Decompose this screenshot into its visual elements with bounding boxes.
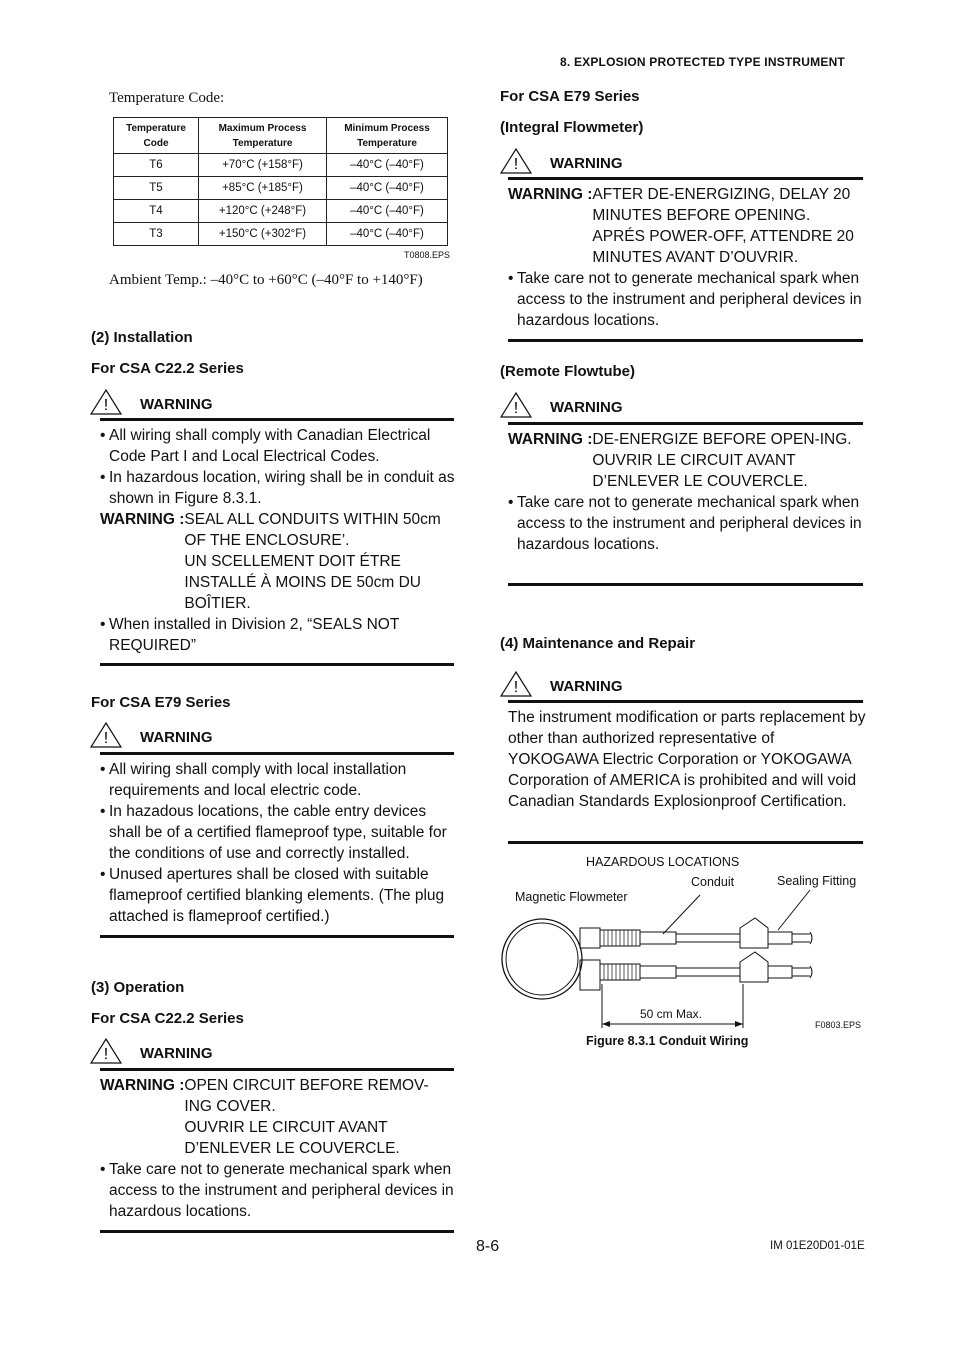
warning-label: WARNING xyxy=(550,678,623,695)
warning-label: WARNING xyxy=(550,155,623,172)
warning-body xyxy=(100,759,456,927)
maintenance-text: The instrument modification or parts replacement by other than authorized representative of YOKOGAWA Electric Corporation or YOKOGAWA Corporation of AMERICA is prohibited and will void Canadian Standards Explosionproof Certification. xyxy=(508,709,866,810)
table-row xyxy=(114,200,448,223)
divider xyxy=(100,935,454,938)
warning-key: WARNING : xyxy=(508,431,593,448)
svg-text:!: ! xyxy=(513,156,519,173)
temperature-code-table xyxy=(113,117,448,246)
divider xyxy=(508,700,863,703)
warning-label: WARNING xyxy=(140,1045,213,1062)
table-cell: +70°C (+158°F) xyxy=(199,154,327,177)
c22-operation-heading: For CSA C22.2 Series xyxy=(91,1010,244,1027)
col-header: Minimum Process Temperature xyxy=(327,118,448,154)
list-item: • Unused apertures shall be closed with suitable flameproof certified blanking elements. (The plug attached is flameproof certified.) xyxy=(100,864,456,927)
hazardous-locations-label: HAZARDOUS LOCATIONS xyxy=(586,855,740,869)
table-cell: T3 xyxy=(114,223,199,246)
divider xyxy=(508,339,863,342)
table-row xyxy=(114,154,448,177)
divider xyxy=(100,1068,454,1071)
operation-heading: (3) Operation xyxy=(91,979,185,996)
table-cell: +85°C (+185°F) xyxy=(199,177,327,200)
warning-key: WARNING : xyxy=(100,1077,185,1094)
table-cell: T6 xyxy=(114,154,199,177)
table-row xyxy=(114,177,448,200)
conduit-label: Conduit xyxy=(691,875,735,889)
col-header: Maximum Process Temperature xyxy=(199,118,327,154)
list-item: • When installed in Division 2, “SEALS NOT REQUIRED” xyxy=(100,614,456,656)
table-cell: +120°C (+248°F) xyxy=(199,200,327,223)
integral-flowmeter-heading: (Integral Flowmeter) xyxy=(500,119,644,136)
list-item: • In hazardous location, wiring shall be in conduit as shown in Figure 8.3.1. xyxy=(100,467,456,509)
table-cell: –40°C (–40°F) xyxy=(327,177,448,200)
svg-text:!: ! xyxy=(103,730,109,747)
page-number: 8-6 xyxy=(476,1238,500,1255)
svg-text:!: ! xyxy=(103,397,109,414)
warning-body xyxy=(100,1075,456,1222)
warning-line: OUVRIR LE CIRCUIT AVANT D’ENLEVER LE COUVERCLE. xyxy=(184,1119,400,1157)
warning-body xyxy=(508,184,864,331)
warning-triangle-icon xyxy=(500,392,532,418)
warning-label: WARNING xyxy=(140,396,213,413)
table-cell: –40°C (–40°F) xyxy=(327,200,448,223)
warning-key: WARNING : xyxy=(508,186,593,203)
warning-line: OUVRIR LE CIRCUIT AVANT D’ENLEVER LE COUVERCLE. xyxy=(592,452,808,490)
ambient-temperature: Ambient Temp.: –40°C to +60°C (–40°F to +140°F) xyxy=(109,272,423,288)
e79-install-heading: For CSA E79 Series xyxy=(91,694,231,711)
list-item: • Take care not to generate mechanical spark when access to the instrument and peripheral devices in hazardous locations. xyxy=(508,268,864,331)
warning-triangle-icon xyxy=(90,389,122,415)
warning-header xyxy=(90,1038,213,1064)
maintenance-heading: (4) Maintenance and Repair xyxy=(500,635,696,652)
warning-line: AFTER DE-ENERGIZING, DELAY 20 MINUTES BEFORE OPENING. xyxy=(592,186,851,224)
document-id: IM 01E20D01-01E xyxy=(770,1240,865,1252)
installation-heading: (2) Installation xyxy=(91,329,193,346)
warning-triangle-icon xyxy=(500,671,532,697)
list-item: • All wiring shall comply with Canadian Electrical Code Part I and Local Electrical Codes. xyxy=(100,425,456,467)
figure-reference: F0803.EPS xyxy=(815,1020,862,1030)
distance-label: 50 cm Max. xyxy=(640,1007,703,1021)
list-item: • Take care not to generate mechanical spark when access to the instrument and peripheral devices in hazardous locations. xyxy=(100,1159,456,1222)
warning-label: WARNING xyxy=(140,729,213,746)
sealing-fitting-label: Sealing Fitting xyxy=(777,874,857,888)
table-cell: +150°C (+302°F) xyxy=(199,223,327,246)
divider xyxy=(100,663,454,666)
warning-body xyxy=(100,425,456,656)
c22-install-heading: For CSA C22.2 Series xyxy=(91,360,244,377)
warning-triangle-icon xyxy=(90,1038,122,1064)
table-cell: –40°C (–40°F) xyxy=(327,223,448,246)
running-header: 8. EXPLOSION PROTECTED TYPE INSTRUMENT xyxy=(560,55,845,69)
warning-statement xyxy=(100,1075,456,1159)
warning-line: DE-ENERGIZE BEFORE OPEN-ING. xyxy=(592,431,852,448)
warning-line: UN SCELLEMENT DOIT ÉTRE INSTALLÉ À MOINS DE 50cm DU BOÎTIER. xyxy=(184,553,421,612)
table-row xyxy=(114,223,448,246)
warning-label: WARNING xyxy=(550,399,623,416)
list-item: • Take care not to generate mechanical spark when access to the instrument and peripheral devices in hazardous locations. xyxy=(508,492,864,555)
warning-header xyxy=(90,389,213,415)
magnetic-flowmeter-label: Magnetic Flowmeter xyxy=(515,890,628,904)
svg-text:!: ! xyxy=(513,679,519,696)
warning-statement xyxy=(100,509,456,614)
warning-header xyxy=(500,148,623,174)
list-item: • All wiring shall comply with local installation requirements and local electric code. xyxy=(100,759,456,801)
divider xyxy=(100,1230,454,1233)
figure-caption: Figure 8.3.1 Conduit Wiring xyxy=(586,1034,749,1048)
table-cell: –40°C (–40°F) xyxy=(327,154,448,177)
svg-text:!: ! xyxy=(103,1046,109,1063)
warning-triangle-icon xyxy=(500,148,532,174)
warning-header xyxy=(500,671,623,697)
divider xyxy=(508,583,863,586)
warning-statement xyxy=(508,184,864,268)
table-reference: T0808.EPS xyxy=(404,250,451,260)
divider xyxy=(508,422,863,425)
divider xyxy=(100,752,454,755)
e79-operation-heading: For CSA E79 Series xyxy=(500,88,640,105)
warning-key: WARNING : xyxy=(100,511,185,528)
warning-statement xyxy=(508,429,864,492)
temperature-code-label: Temperature Code: xyxy=(109,90,225,106)
warning-line: APRÉS POWER-OFF, ATTENDRE 20 MINUTES AVANT D’OUVRIR. xyxy=(592,228,854,266)
table-cell: T4 xyxy=(114,200,199,223)
warning-header xyxy=(90,722,213,748)
table-cell: T5 xyxy=(114,177,199,200)
warning-line: OPEN CIRCUIT BEFORE REMOV-ING COVER. xyxy=(184,1077,429,1115)
divider xyxy=(100,418,454,421)
divider xyxy=(508,177,863,180)
warning-triangle-icon xyxy=(90,722,122,748)
warning-body xyxy=(508,429,864,555)
warning-header xyxy=(500,392,623,418)
remote-flowtube-heading: (Remote Flowtube) xyxy=(500,363,635,380)
list-item: • In hazadous locations, the cable entry devices shall be of a certified flameproof type, suitable for the conditions of use and correctly installed. xyxy=(100,801,456,864)
col-header: Temperature Code xyxy=(114,118,199,154)
divider xyxy=(508,841,863,844)
svg-text:!: ! xyxy=(513,400,519,417)
warning-line: SEAL ALL CONDUITS WITHIN 50cm OF THE ENCLOSURE’. xyxy=(184,511,441,549)
